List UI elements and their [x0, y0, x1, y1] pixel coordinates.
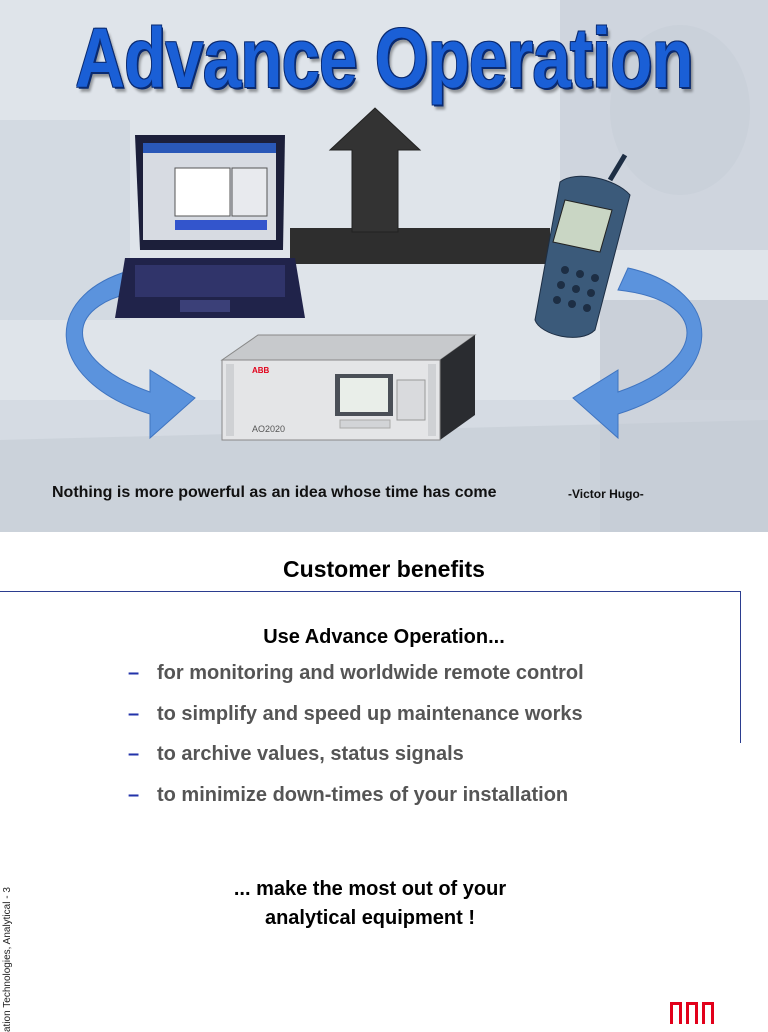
abb-logo-icon	[669, 998, 715, 1024]
quote-author: -Victor Hugo-	[568, 487, 644, 501]
slide-title: Advance Operation	[75, 11, 693, 105]
bullet-text: to archive values, status signals	[157, 743, 464, 765]
device-brand-label: ABB	[252, 366, 270, 375]
benefits-heading: Customer benefits	[283, 556, 485, 582]
benefit-list	[128, 662, 584, 824]
laptop-illustration	[115, 135, 305, 318]
closing-line-2: analytical equipment !	[264, 907, 476, 929]
quote-text: Nothing is more powerful as an idea whose time has come	[52, 484, 497, 501]
frame-line-right	[740, 591, 741, 743]
subheading: Use Advance Operation...	[263, 626, 505, 648]
bullet-dash: –	[128, 743, 140, 765]
list-item	[128, 703, 584, 744]
device-model-label: AO2020	[252, 424, 286, 434]
side-caption: ation Technologies, Analytical - 3	[2, 887, 13, 1032]
bullet-text: to minimize down-times of your installation	[157, 783, 569, 806]
frame-line-top	[0, 591, 741, 592]
closing-line-1: ... make the most out of your	[233, 878, 507, 900]
bullet-text: to simplify and speed up maintenance works	[157, 702, 583, 725]
list-item	[128, 662, 584, 703]
bullet-text: for monitoring and worldwide remote control	[157, 662, 584, 684]
bullet-dash: –	[128, 702, 140, 725]
bullet-dash: –	[128, 662, 140, 684]
bullet-dash: –	[128, 783, 140, 806]
list-item	[128, 784, 584, 825]
closing-statement	[0, 875, 740, 933]
list-item	[128, 743, 584, 784]
